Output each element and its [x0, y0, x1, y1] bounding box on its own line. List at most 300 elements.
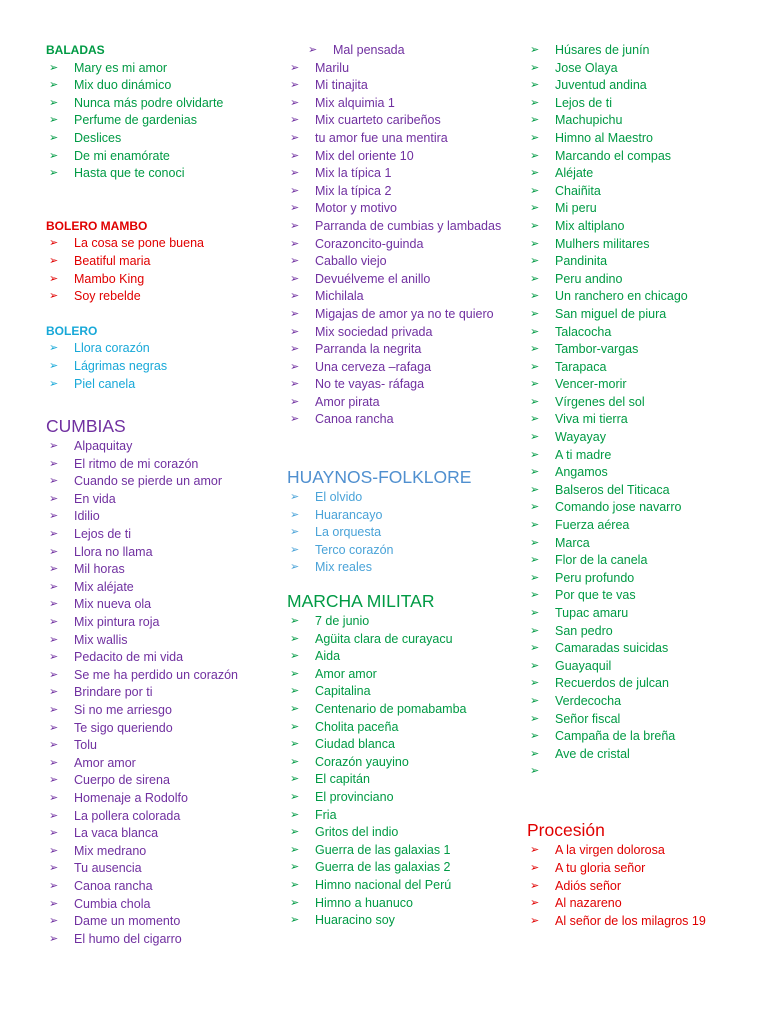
arrow-icon: ➢ [530, 483, 540, 496]
song-item [287, 359, 517, 377]
song-title: El capitán [315, 772, 370, 787]
song-item [46, 720, 276, 738]
song-title: Mal pensada [333, 43, 405, 57]
song-title: Señor fiscal [555, 711, 621, 726]
arrow-icon: ➢ [49, 510, 59, 523]
arrow-icon: ➢ [290, 307, 300, 320]
arrow-icon: ➢ [290, 526, 300, 539]
song-title: Himno nacional del Perú [315, 877, 452, 892]
song-item [46, 667, 276, 685]
arrow-icon: ➢ [49, 598, 59, 611]
song-item [287, 253, 517, 271]
song-title: A la virgen dolorosa [555, 843, 665, 858]
song-item [287, 42, 517, 60]
song-item [527, 658, 757, 676]
song-item [287, 288, 517, 306]
song-item [287, 376, 517, 394]
song-list-marcha-militar [287, 613, 517, 930]
song-item [527, 728, 757, 746]
arrow-icon: ➢ [290, 272, 300, 285]
song-item [287, 789, 517, 807]
song-title: Fria [315, 807, 337, 822]
arrow-icon: ➢ [530, 149, 540, 162]
song-title: San miguel de piura [555, 306, 667, 321]
arrow-icon: ➢ [290, 826, 300, 839]
song-title: Si no me arriesgo [74, 703, 172, 717]
song-title: La cosa se pone buena [74, 236, 204, 251]
arrow-icon: ➢ [49, 342, 59, 355]
arrow-icon: ➢ [530, 501, 540, 514]
song-item [527, 236, 757, 254]
song-title: Balseros del Titicaca [555, 482, 670, 497]
song-title: Por que te vas [555, 588, 636, 603]
arrow-icon: ➢ [290, 219, 300, 232]
song-item [527, 165, 757, 183]
song-title: Mix del oriente 10 [315, 148, 414, 163]
song-title: Corazón yauyino [315, 754, 409, 769]
song-title: Capitalina [315, 684, 371, 699]
song-title: Flor de la canela [555, 553, 648, 568]
song-title: Mix pintura roja [74, 615, 160, 630]
arrow-icon: ➢ [530, 96, 540, 109]
arrow-icon: ➢ [49, 862, 59, 875]
arrow-icon: ➢ [49, 528, 59, 541]
song-item [527, 376, 757, 394]
song-title: Himno al Maestro [555, 130, 653, 145]
song-title: Parranda de cumbias y lambadas [315, 218, 502, 233]
song-title: Guerra de las galaxias 1 [315, 842, 451, 857]
song-item [527, 306, 757, 324]
arrow-icon: ➢ [49, 457, 59, 470]
song-title: Tu ausencia [74, 861, 142, 876]
song-item [46, 860, 276, 878]
song-title: Vencer-morir [555, 377, 627, 392]
song-list-huaynos-folklore [287, 489, 517, 577]
arrow-icon: ➢ [49, 756, 59, 769]
arrow-icon: ➢ [49, 563, 59, 576]
song-item [287, 148, 517, 166]
section-bolero-mambo [46, 218, 276, 306]
song-title: Machupichu [555, 113, 623, 128]
section-baladas [46, 42, 276, 183]
song-title: Aléjate [555, 166, 594, 181]
arrow-icon: ➢ [530, 431, 540, 444]
song-title: Agüita clara de curayacu [315, 631, 453, 646]
song-item [46, 526, 276, 544]
arrow-icon: ➢ [290, 255, 300, 268]
arrow-icon: ➢ [530, 914, 540, 927]
song-title: Tambor-vargas [555, 342, 639, 357]
arrow-icon: ➢ [49, 809, 59, 822]
song-item [527, 746, 757, 764]
arrow-icon: ➢ [530, 861, 540, 874]
song-item [287, 666, 517, 684]
arrow-icon: ➢ [530, 44, 540, 56]
song-item [46, 491, 276, 509]
song-title: Campaña de la breña [555, 729, 676, 744]
song-title: Caballo viejo [315, 254, 387, 269]
song-title: Nunca más podre olvidarte [74, 95, 224, 110]
song-title: Lejos de ti [555, 95, 612, 110]
song-title: Deslices [74, 130, 122, 145]
arrow-icon: ➢ [530, 184, 540, 197]
section-title-marcha-militar: MARCHA MILITAR [287, 591, 435, 612]
song-title: Mix medrano [74, 843, 147, 858]
arrow-icon: ➢ [49, 879, 59, 892]
arrow-icon: ➢ [290, 878, 300, 891]
song-title: Mix duo dinámico [74, 78, 172, 93]
song-item [287, 130, 517, 148]
song-item [287, 236, 517, 254]
song-item [46, 790, 276, 808]
column-2 [287, 42, 517, 930]
song-item [527, 447, 757, 465]
song-title: Marca [555, 535, 590, 550]
arrow-icon: ➢ [530, 659, 540, 672]
song-title: Tupac amaru [555, 606, 629, 620]
song-title: El ritmo de mi corazón [74, 456, 199, 471]
arrow-icon: ➢ [49, 844, 59, 857]
song-title: Fuerza aérea [555, 518, 630, 533]
song-list-marcha-militar-continued [527, 42, 757, 778]
song-title: Vírgenes del sol [555, 394, 645, 409]
song-title: Canoa rancha [315, 412, 394, 427]
song-title: Mix alquimia 1 [315, 95, 395, 110]
song-item [287, 524, 517, 542]
song-item [527, 860, 757, 878]
arrow-icon: ➢ [530, 360, 540, 373]
arrow-icon: ➢ [49, 79, 59, 92]
arrow-icon: ➢ [290, 149, 300, 162]
song-title: Guayaquil [555, 658, 612, 673]
song-item [287, 542, 517, 560]
song-item [287, 683, 517, 701]
song-item [527, 623, 757, 641]
song-title: La pollera colorada [74, 808, 181, 823]
arrow-icon: ➢ [530, 624, 540, 637]
song-item [287, 306, 517, 324]
section-procesion [527, 818, 757, 930]
song-title: La orquesta [315, 525, 382, 540]
arrow-icon: ➢ [49, 616, 59, 629]
arrow-icon: ➢ [290, 167, 300, 180]
song-item [527, 499, 757, 517]
song-item [287, 895, 517, 913]
arrow-icon: ➢ [530, 607, 540, 619]
song-item [46, 77, 276, 95]
song-title: Mix la típica 2 [315, 183, 392, 198]
arrow-icon: ➢ [530, 131, 540, 144]
section-huaynos-folklore [287, 465, 517, 577]
arrow-icon: ➢ [49, 633, 59, 646]
song-item [46, 508, 276, 526]
song-title: Jose Olaya [555, 60, 618, 75]
arrow-icon: ➢ [290, 561, 300, 574]
song-title: Camaradas suicidas [555, 641, 669, 656]
arrow-icon: ➢ [290, 491, 300, 504]
song-item [527, 895, 757, 913]
arrow-icon: ➢ [49, 668, 59, 681]
section-title-baladas: BALADAS [46, 43, 105, 57]
song-title: Mix reales [315, 560, 372, 575]
song-list-cumbias-continued [287, 42, 517, 429]
arrow-icon: ➢ [530, 677, 540, 690]
arrow-icon: ➢ [530, 413, 540, 426]
song-title: Hasta que te conoci [74, 166, 185, 181]
song-title: Mix altiplano [555, 218, 625, 233]
arrow-icon: ➢ [530, 519, 540, 532]
arrow-icon: ➢ [290, 237, 300, 250]
song-title: Huaracino soy [315, 913, 395, 928]
song-item [287, 807, 517, 825]
column-3 [527, 42, 757, 930]
arrow-icon: ➢ [290, 843, 300, 856]
song-item [287, 324, 517, 342]
song-item [46, 165, 276, 183]
arrow-icon: ➢ [530, 378, 540, 391]
song-item [287, 754, 517, 772]
song-list-cumbias [46, 438, 276, 948]
arrow-icon: ➢ [49, 651, 59, 664]
song-item [527, 42, 757, 60]
song-title: De mi enamórate [74, 148, 170, 163]
arrow-icon: ➢ [530, 730, 540, 743]
song-title: En vida [74, 491, 116, 506]
song-title: Corazoncito-guinda [315, 236, 424, 251]
song-item [46, 130, 276, 148]
arrow-icon: ➢ [49, 545, 59, 558]
song-title: Dame un momento [74, 914, 181, 929]
song-item [46, 561, 276, 579]
song-item [527, 675, 757, 693]
song-item [527, 112, 757, 130]
song-item [287, 648, 517, 666]
song-item [46, 148, 276, 166]
song-item [527, 517, 757, 535]
song-item [287, 200, 517, 218]
song-item [46, 235, 276, 253]
arrow-icon: ➢ [290, 79, 300, 92]
arrow-icon: ➢ [530, 290, 540, 303]
song-item [287, 877, 517, 895]
arrow-icon: ➢ [530, 219, 540, 232]
section-cumbias-continued [287, 42, 517, 429]
song-title: Devuélveme el anillo [315, 271, 431, 286]
song-title: Húsares de junín [555, 43, 650, 57]
arrow-icon: ➢ [49, 359, 59, 372]
song-title: Amor pirata [315, 394, 380, 409]
song-item [46, 376, 276, 394]
song-item [287, 719, 517, 737]
arrow-icon: ➢ [49, 791, 59, 804]
song-title: Mix sociedad privada [315, 324, 433, 339]
song-item [527, 324, 757, 342]
arrow-icon: ➢ [49, 686, 59, 699]
arrow-icon: ➢ [530, 395, 540, 408]
song-item [527, 200, 757, 218]
song-item [527, 394, 757, 412]
song-item [287, 95, 517, 113]
song-title: Huarancayo [315, 507, 383, 522]
arrow-icon: ➢ [49, 96, 59, 109]
arrow-icon: ➢ [290, 615, 300, 628]
arrow-icon: ➢ [530, 448, 540, 461]
song-list-baladas [46, 60, 276, 183]
song-item [527, 288, 757, 306]
arrow-icon: ➢ [49, 827, 59, 840]
song-title: San pedro [555, 623, 613, 638]
arrow-icon: ➢ [530, 536, 540, 549]
song-item [287, 394, 517, 412]
song-item [46, 632, 276, 650]
arrow-icon: ➢ [290, 703, 300, 715]
arrow-icon: ➢ [530, 202, 540, 215]
song-item [527, 429, 757, 447]
song-title: Ciudad blanca [315, 737, 395, 752]
song-title: Angamos [555, 465, 608, 480]
song-title: Perfume de gardenias [74, 113, 197, 128]
song-title: El humo del cigarro [74, 931, 182, 946]
arrow-icon: ➢ [290, 808, 300, 821]
song-title: Al nazareno [555, 896, 622, 911]
song-title: A ti madre [555, 447, 612, 462]
song-item [287, 559, 517, 577]
arrow-icon: ➢ [290, 325, 300, 338]
arrow-icon: ➢ [530, 466, 540, 479]
song-item [46, 596, 276, 614]
song-title: Beatiful maria [74, 253, 151, 268]
song-title: Llora corazón [74, 341, 150, 356]
song-item [46, 737, 276, 755]
arrow-icon: ➢ [49, 721, 59, 734]
song-item [527, 570, 757, 588]
song-title: Comando jose navarro [555, 500, 682, 515]
arrow-icon: ➢ [49, 149, 59, 162]
section-title-bolero: BOLERO [46, 323, 98, 338]
song-item [527, 693, 757, 711]
arrow-icon: ➢ [530, 237, 540, 250]
song-item [527, 842, 757, 860]
song-item [46, 60, 276, 78]
song-title: Himno a huanuco [315, 895, 413, 910]
arrow-icon: ➢ [308, 44, 318, 56]
song-item [46, 95, 276, 113]
song-item [46, 913, 276, 931]
arrow-icon: ➢ [290, 738, 300, 751]
arrow-icon: ➢ [49, 272, 59, 285]
song-item [46, 772, 276, 790]
song-title: Amor amor [315, 666, 377, 681]
song-title: Lágrimas negras [74, 358, 168, 373]
song-title: Cumbia chola [74, 896, 151, 911]
song-item [46, 340, 276, 358]
arrow-icon: ➢ [530, 272, 540, 285]
arrow-icon: ➢ [290, 632, 300, 645]
song-item [46, 253, 276, 271]
arrow-icon: ➢ [290, 202, 300, 215]
arrow-icon: ➢ [49, 290, 59, 303]
arrow-icon: ➢ [49, 440, 59, 453]
section-cumbias [46, 414, 276, 948]
song-item [527, 640, 757, 658]
song-item [527, 711, 757, 729]
song-item [46, 473, 276, 491]
song-title: tu amor fue una mentira [315, 130, 448, 145]
song-item [46, 614, 276, 632]
song-title: Cuerpo de sirena [74, 773, 170, 788]
song-item [46, 843, 276, 861]
section-title-bolero-mambo: BOLERO MAMBO [46, 218, 148, 233]
song-title: Mix aléjate [74, 579, 134, 594]
song-title: Talacocha [555, 324, 612, 339]
song-item [527, 535, 757, 553]
song-title: Mi peru [555, 201, 597, 216]
song-item [46, 358, 276, 376]
song-title: Llora no llama [74, 544, 153, 559]
song-title: Marilu [315, 60, 350, 75]
arrow-icon: ➢ [49, 897, 59, 910]
song-title: Gritos del indio [315, 825, 399, 840]
song-item [527, 341, 757, 359]
song-title: Soy rebelde [74, 289, 141, 304]
song-item [287, 631, 517, 649]
song-item [287, 701, 517, 719]
song-title: Wayayay [555, 430, 606, 445]
section-title-cumbias: CUMBIAS [46, 416, 126, 437]
arrow-icon: ➢ [49, 932, 59, 945]
song-item [287, 165, 517, 183]
arrow-icon: ➢ [290, 685, 300, 698]
song-item [527, 95, 757, 113]
song-item [287, 489, 517, 507]
arrow-icon: ➢ [530, 255, 540, 268]
arrow-icon: ➢ [49, 492, 59, 505]
song-title: Idilio [74, 509, 100, 524]
arrow-icon: ➢ [49, 61, 59, 74]
arrow-icon: ➢ [530, 114, 540, 127]
song-item [287, 77, 517, 95]
song-item [527, 271, 757, 289]
song-item [527, 482, 757, 500]
song-item [527, 218, 757, 236]
song-title: Mix cuarteto caribeños [315, 113, 441, 128]
song-title: Adiós señor [555, 878, 622, 893]
song-title: Verdecocha [555, 693, 622, 708]
song-title: Mix la típica 1 [315, 166, 392, 181]
song-title: Mary es mi amor [74, 60, 168, 75]
song-title: Al señor de los milagros 19 [555, 913, 706, 928]
song-title: Ave de cristal [555, 746, 630, 761]
song-title: Chaiñita [555, 183, 601, 198]
arrow-icon: ➢ [530, 694, 540, 707]
song-title: Pedacito de mi vida [74, 650, 184, 665]
arrow-icon: ➢ [290, 184, 300, 197]
arrow-icon: ➢ [530, 167, 540, 180]
arrow-icon: ➢ [49, 739, 59, 752]
section-bolero [46, 323, 276, 393]
song-title: Piel canela [74, 376, 136, 391]
song-list-bolero [46, 340, 276, 393]
song-title: Pandinita [555, 254, 608, 269]
song-item [46, 878, 276, 896]
song-item [46, 755, 276, 773]
arrow-icon: ➢ [290, 790, 300, 803]
song-title: Homenaje a Rodolfo [74, 790, 188, 805]
arrow-icon: ➢ [290, 508, 300, 521]
arrow-icon: ➢ [49, 254, 59, 267]
song-title: Migajas de amor ya no te quiero [315, 306, 494, 321]
song-title: Alpaquitay [74, 439, 133, 454]
